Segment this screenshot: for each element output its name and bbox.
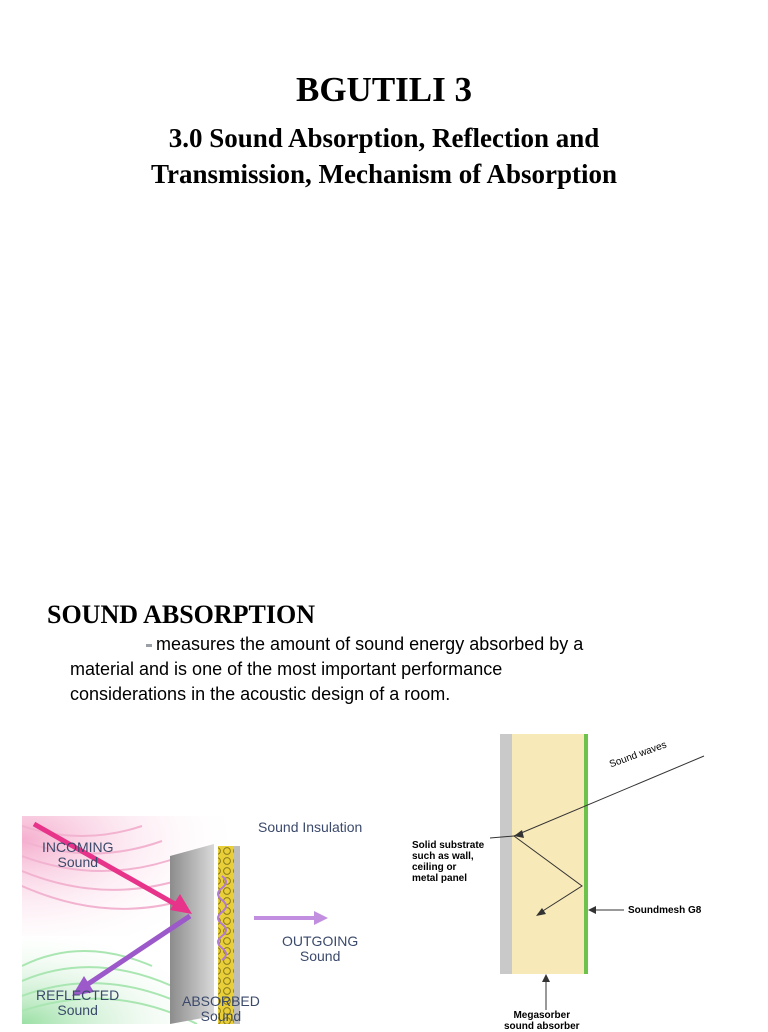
soundmesh-label: Soundmesh G8 — [628, 905, 702, 916]
incoming-label-line: INCOMING — [42, 839, 114, 855]
dash-bullet-icon — [146, 644, 152, 647]
absorbed-label-line: Sound — [200, 1008, 242, 1024]
substrate-label-line: metal panel — [412, 873, 468, 884]
sound-waves-label: Sound waves — [608, 739, 669, 771]
incoming-sound-label — [42, 840, 114, 870]
absorbed-label-line: ABSORBED — [182, 993, 260, 1009]
body-line: material and is one of the most important performance — [70, 659, 503, 679]
outgoing-sound-label — [282, 934, 358, 964]
body-line — [70, 632, 680, 657]
megasorber-diagram — [410, 728, 768, 1032]
subtitle-line: 3.0 Sound Absorption, Reflection and — [168, 123, 600, 153]
definition-text — [70, 632, 680, 707]
body-line: considerations in the acoustic design of a room. — [70, 684, 451, 704]
soundmesh-layer — [584, 734, 588, 974]
megasorber-label — [504, 1010, 580, 1032]
reflected-label-line: REFLECTED — [36, 987, 120, 1003]
outgoing-label-line: OUTGOING — [282, 933, 359, 949]
sound-insulation-diagram — [22, 816, 382, 1024]
slide-title: BGUTILI 3 — [295, 70, 473, 109]
outgoing-label-line: Sound — [299, 948, 341, 964]
body-line-text: measures the amount of sound energy absorbed by a — [156, 634, 584, 654]
megasorber-label-line: Megasorber — [513, 1010, 571, 1021]
absorbed-sound-label — [182, 994, 260, 1024]
slide-subtitle — [0, 120, 768, 192]
soundmesh-pointer-icon — [588, 906, 624, 914]
substrate-label — [412, 840, 484, 884]
substrate-label-line: Solid substrate — [412, 840, 485, 851]
substrate-label-line: such as wall, — [412, 851, 474, 862]
subtitle-line: Transmission, Mechanism of Absorption — [150, 159, 618, 189]
megasorber-label-line: sound absorber — [504, 1021, 580, 1032]
solid-substrate — [500, 734, 512, 974]
sound-absorption-slide — [0, 576, 768, 1032]
incoming-label-line: Sound — [57, 854, 99, 870]
outgoing-arrow-icon — [254, 911, 328, 925]
reflected-label-line: Sound — [57, 1002, 98, 1018]
substrate-label-line: ceiling or — [412, 862, 457, 873]
absorber-layer — [512, 734, 586, 974]
sound-insulation-label: Sound Insulation — [258, 819, 363, 835]
reflected-sound-label — [36, 988, 119, 1018]
section-heading: SOUND ABSORPTION — [47, 600, 315, 629]
megasorber-pointer-icon — [542, 974, 550, 1010]
